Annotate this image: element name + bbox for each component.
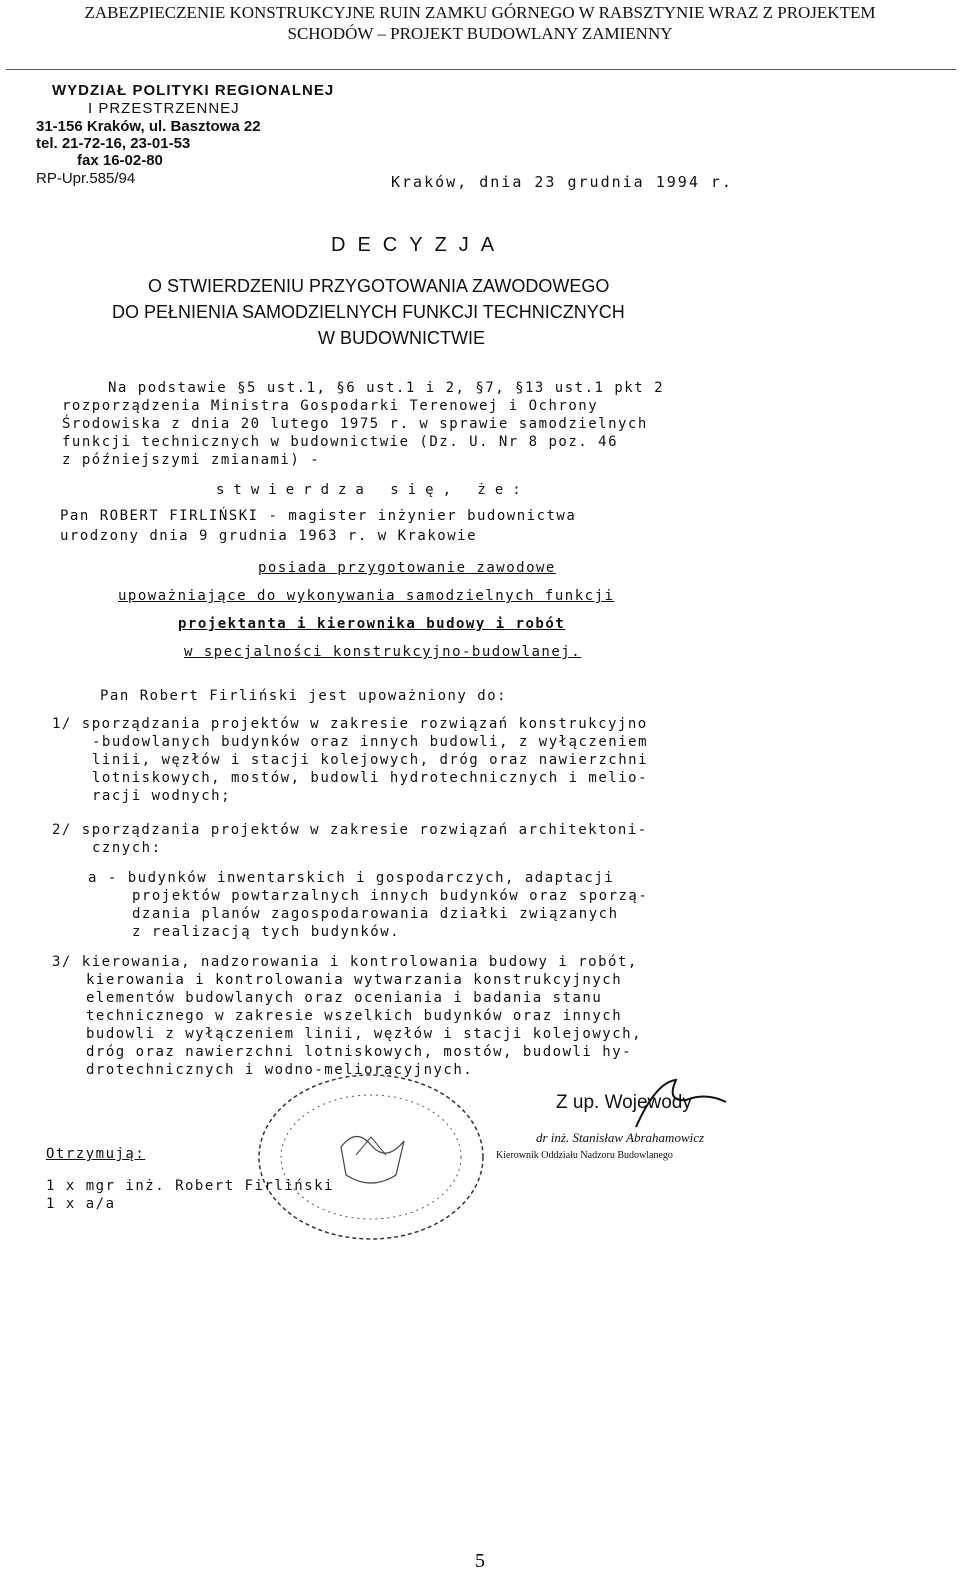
declaration-line: stwierdza się, że:: [216, 482, 530, 498]
place-and-date: Kraków, dnia 23 grudnia 1994 r.: [391, 173, 733, 191]
round-seal-stamp: [246, 1067, 496, 1247]
document-subtitle-line: O STWIERDZENIU PRZYGOTOWANIA ZAWODOWEGO: [148, 276, 610, 296]
item2a-line: z realizacją tych budynków.: [132, 924, 401, 940]
basis-line: z późniejszymi zmianami) -: [62, 452, 321, 468]
item3-line: budowli z wyłączeniem linii, węzłów i stacji kolejowych,: [86, 1026, 643, 1042]
item2a-line: a - budynków inwentarskich i gospodarczych, adaptacji: [88, 870, 615, 886]
grant-line: upoważniające do wykonywania samodzielnych funkcji: [118, 588, 615, 604]
reference-number: RP-Upr.585/94: [36, 170, 136, 187]
person-line: urodzony dnia 9 grudnia 1963 r. w Krakowie: [60, 528, 478, 544]
header-line-1: ZABEZPIECZENIE KONSTRUKCYJNE RUIN ZAMKU GÓRNEGO W RABSZTYNIE WRAZ Z PROJEKTEM: [84, 3, 876, 22]
office-line: fax 16-02-80: [77, 152, 163, 169]
recipient-line: 1 x a/a: [46, 1196, 116, 1212]
signature-position: Kierownik Oddziału Nadzoru Budowlanego: [496, 1150, 673, 1161]
scanned-decision-document: [36, 82, 926, 1267]
signature-authority: Z up. Wojewody: [556, 1092, 692, 1113]
authorized-intro: Pan Robert Firliński jest upoważniony do:: [100, 688, 508, 704]
grant-line: w specjalności konstrukcyjno-budowlanej.: [184, 644, 582, 660]
header-divider: [6, 69, 956, 70]
recipient-line: 1 x mgr inż. Robert Firliński: [46, 1178, 334, 1194]
item1-line: lotniskowych, mostów, budowli hydrotechnicznych i melio-: [92, 770, 649, 786]
person-line: Pan ROBERT FIRLIŃSKI - magister inżynier budownictwa: [60, 508, 577, 524]
item3-line: technicznego w zakresie wszelkich budynków oraz innych: [86, 1008, 623, 1024]
office-line: I PRZESTRZENNEJ: [88, 100, 240, 117]
page-number: 5: [475, 1550, 485, 1572]
item2a-line: dzania planów zagospodarowania działki związanych: [132, 906, 619, 922]
item3-line: 3/ kierowania, nadzorowania i kontrolowania budowy i robót,: [52, 954, 638, 970]
basis-line: rozporządzenia Ministra Gospodarki Terenowej i Ochrony: [62, 398, 599, 414]
grant-line: projektanta i kierownika budowy i robót: [178, 616, 566, 632]
office-line: WYDZIAŁ POLITYKI REGIONALNEJ: [52, 82, 335, 99]
recipients-label: Otrzymują:: [46, 1146, 146, 1162]
document-subtitle-line: W BUDOWNICTWIE: [318, 328, 485, 348]
item1-line: 1/ sporządzania projektów w zakresie rozwiązań konstrukcyjno: [52, 716, 648, 732]
item1-line: linii, węzłów i stacji kolejowych, dróg oraz nawierzchni: [92, 752, 649, 768]
document-title: DECYZJA: [331, 234, 507, 256]
item3-line: drotechnicznych i wodno-melioracyjnych.: [86, 1062, 474, 1078]
item2-line: cznych:: [92, 840, 162, 856]
handwritten-signature: [576, 1072, 776, 1132]
page-header: [0, 2, 960, 44]
grant-line: posiada przygotowanie zawodowe: [258, 560, 556, 576]
item1-line: -budowlanych budynków oraz innych budowli, z wyłączeniem: [92, 734, 649, 750]
basis-line: funkcji technicznych w budownictwie (Dz. U. Nr 8 poz. 46: [62, 434, 619, 450]
item3-line: dróg oraz nawierzchni lotniskowych, mostów, budowli hy-: [86, 1044, 633, 1060]
header-line-2: SCHODÓW – PROJEKT BUDOWLANY ZAMIENNY: [287, 24, 673, 43]
office-line: tel. 21-72-16, 23-01-53: [36, 135, 191, 152]
item2-line: 2/ sporządzania projektów w zakresie rozwiązań architektoni-: [52, 822, 648, 838]
item3-line: elementów budowlanych oraz oceniania i badania stanu: [86, 990, 603, 1006]
item1-line: racji wodnych;: [92, 788, 232, 804]
signature-name: dr inż. Stanisław Abrahamowicz: [536, 1130, 705, 1145]
basis-line: Na podstawie §5 ust.1, §6 ust.1 i 2, §7, §13 ust.1 pkt 2: [108, 380, 665, 396]
item2a-line: projektów powtarzalnych innych budynków oraz sporzą-: [132, 888, 649, 904]
item3-line: kierowania i kontrolowania wytwarzania konstrukcyjnych: [86, 972, 623, 988]
document-subtitle-line: DO PEŁNIENIA SAMODZIELNYCH FUNKCJI TECHNICZNYCH: [112, 302, 625, 322]
basis-line: Środowiska z dnia 20 lutego 1975 r. w sprawie samodzielnych: [62, 416, 648, 432]
office-line: 31-156 Kraków, ul. Basztowa 22: [36, 118, 261, 135]
